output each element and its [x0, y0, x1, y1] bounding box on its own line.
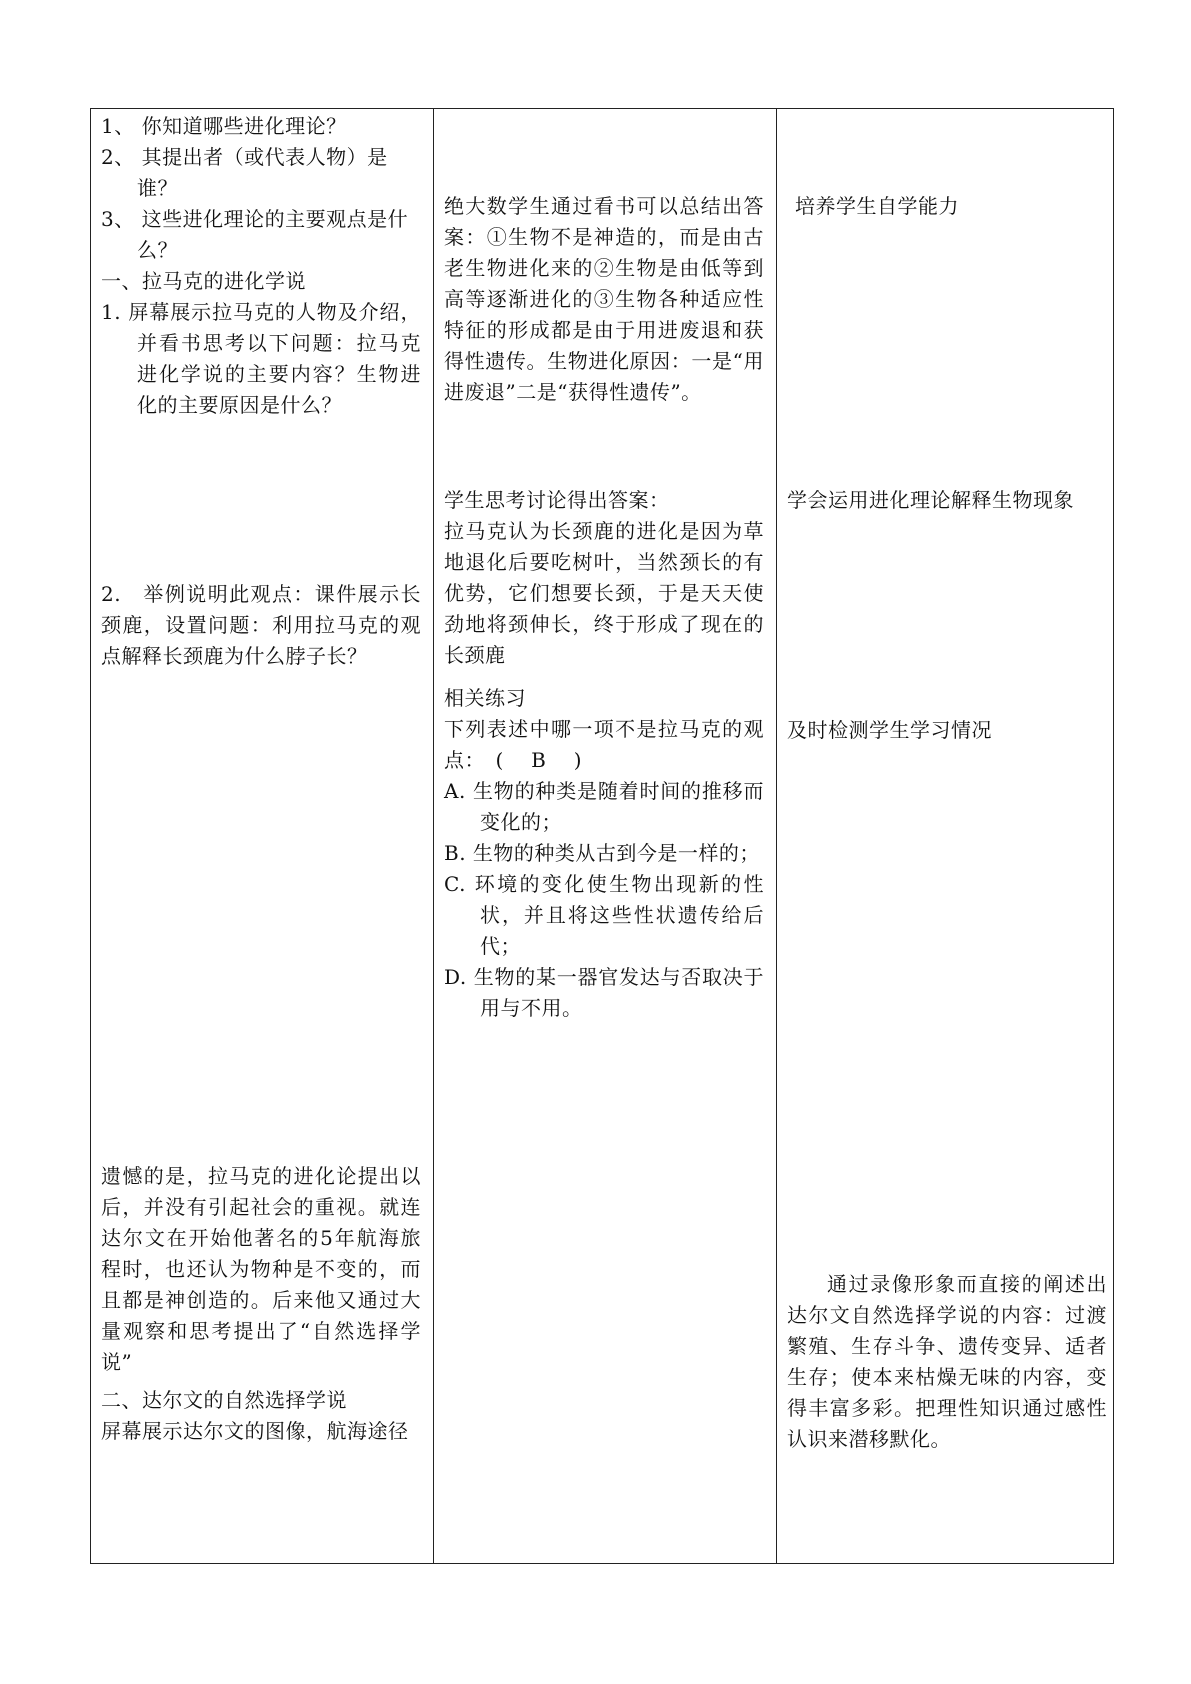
question-3: 3、 这些进化理论的主要观点是什么？	[101, 207, 409, 262]
question-1: 1、 你知道哪些进化理论？	[101, 114, 347, 138]
discussion-title: 学生思考讨论得出答案：	[444, 488, 670, 512]
section-1-title: 一、拉马克的进化学说	[101, 269, 306, 293]
practice-option-c: C. 环境的变化使生物出现新的性状，并且将这些性状遗传给后代；	[444, 872, 764, 958]
teacher-questions	[101, 111, 421, 421]
practice-option-b: B. 生物的种类从古到今是一样的；	[444, 841, 760, 865]
practice-title: 相关练习	[444, 686, 526, 710]
section-2-block	[101, 1385, 421, 1447]
intent-1-block	[795, 191, 1115, 222]
teacher-item-1: 1. 屏幕展示拉马克的人物及介绍，并看书思考以下问题：拉马克进化学说的主要内容？生物进化的主要原因是什么？	[101, 300, 421, 417]
intent-2: 学会运用进化理论解释生物现象	[787, 488, 1074, 512]
question-2: 2、 其提出者（或代表人物）是谁？	[101, 145, 388, 200]
student-activity-column	[434, 109, 777, 1563]
practice-block	[444, 683, 764, 1024]
teacher-activity-column	[91, 109, 434, 1563]
transition-block	[101, 1161, 421, 1378]
practice-option-d: D. 生物的某一器官发达与否取决于用与不用。	[444, 965, 764, 1020]
teacher-item-2: 2. 举例说明此观点：课件展示长颈鹿，设置问题：利用拉马克的观点解释长颈鹿为什么脖子长？	[101, 582, 421, 668]
student-answer-1-block	[444, 191, 764, 408]
section-2-title: 二、达尔文的自然选择学说	[101, 1388, 347, 1412]
student-answer-1: 绝大数学生通过看书可以总结出答案：①生物不是神造的，而是由古老生物进化来的②生物是由低等到高等逐渐进化的③生物各种适应性特征的形成都是由于用进废退和获得性遗传。生物进化原因：一是“用进废退”二是“获得性遗传”。	[444, 194, 764, 404]
intent-1: 培养学生自学能力	[795, 194, 959, 218]
practice-question: 下列表述中哪一项不是拉马克的观点： ( B )	[444, 717, 764, 772]
transition-text: 遗憾的是，拉马克的进化论提出以后，并没有引起社会的重视。就连达尔文在开始他著名的5年航海旅程时，也还认为物种是不变的，而且都是神创造的。后来他又通过大量观察和思考提出了“自然选择学说”	[101, 1164, 421, 1374]
intent-2-block	[787, 485, 1107, 516]
teacher-item-2-block	[101, 579, 421, 672]
discussion-text: 拉马克认为长颈鹿的进化是因为草地退化后要吃树叶，当然颈长的有优势，它们想要长颈，于是天天使劲地将颈伸长，终于形成了现在的长颈鹿	[444, 519, 764, 667]
practice-option-a: A. 生物的种类是随着时间的推移而变化的；	[444, 779, 764, 834]
intent-4: 通过录像形象而直接的阐述出达尔文自然选择学说的内容：过渡繁殖、生存斗争、遗传变异、适者生存；使本来枯燥无味的内容，变得丰富多彩。把理性知识通过感性认识来潜移默化。	[787, 1272, 1107, 1451]
student-discussion-block	[444, 485, 764, 671]
intent-4-block	[787, 1269, 1107, 1455]
intent-3-block	[787, 715, 1107, 746]
lesson-plan-table	[90, 108, 1114, 1564]
intent-3: 及时检测学生学习情况	[787, 718, 992, 742]
section-2-text: 屏幕展示达尔文的图像，航海途径	[101, 1419, 409, 1443]
design-intent-column	[777, 109, 1113, 1563]
